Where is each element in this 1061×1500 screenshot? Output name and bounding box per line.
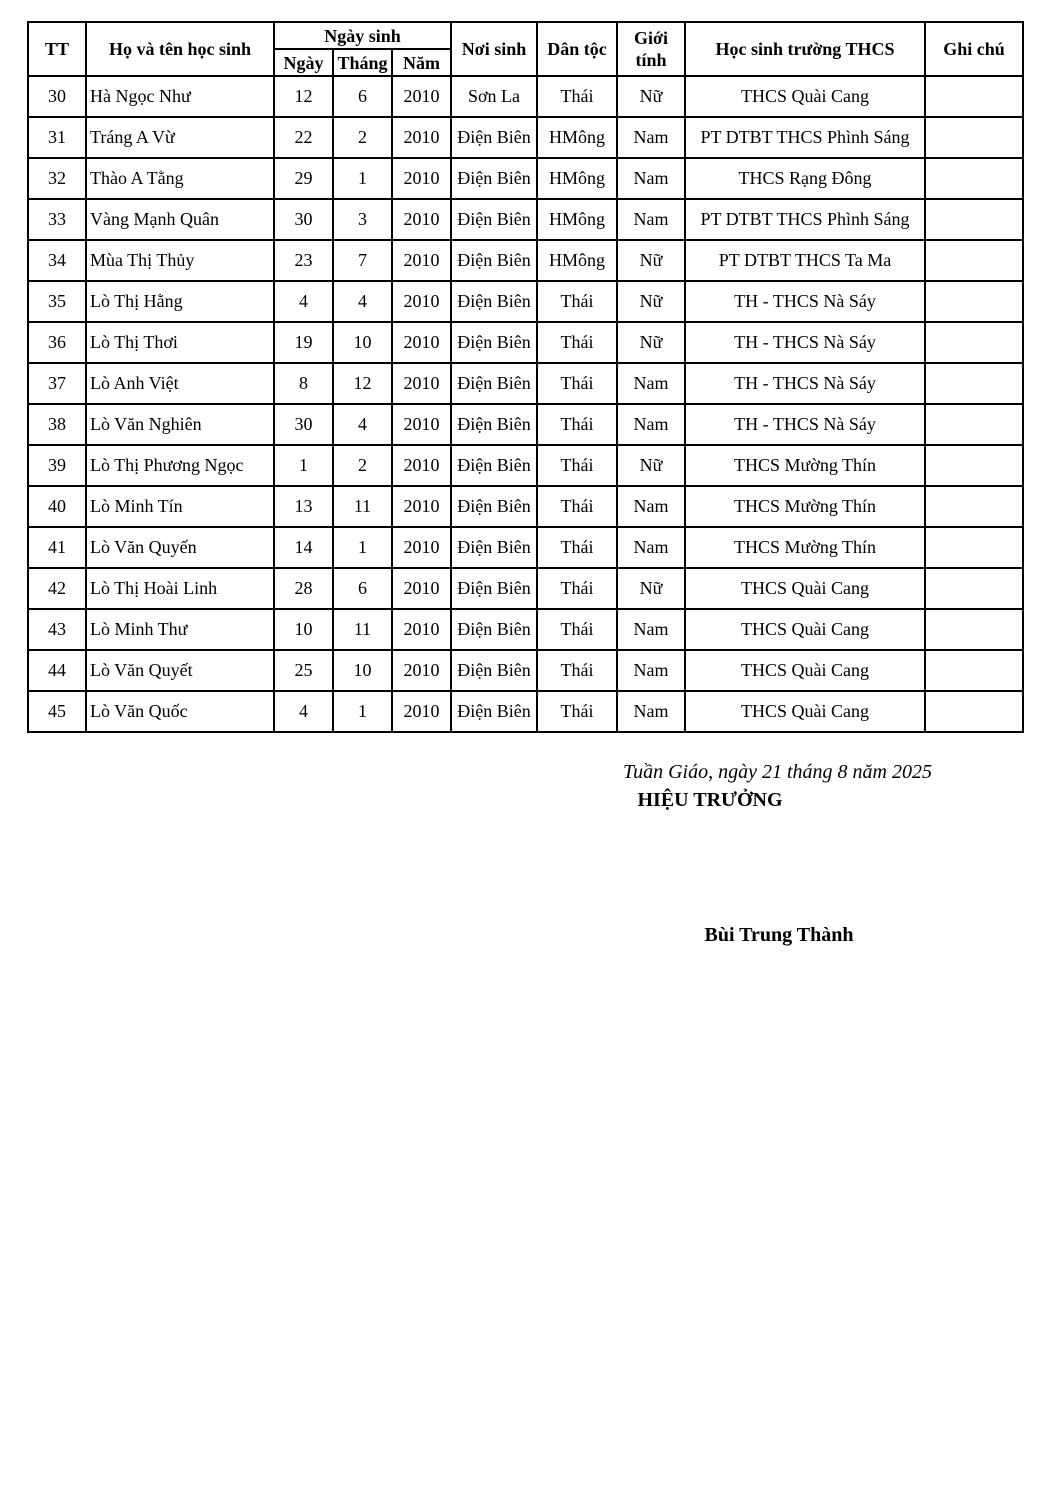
cell-month: 1: [333, 158, 392, 199]
cell-year: 2010: [392, 691, 451, 732]
cell-school: TH - THCS Nà Sáy: [685, 404, 925, 445]
cell-note: [925, 281, 1023, 322]
cell-note: [925, 404, 1023, 445]
table-row: [28, 117, 1023, 158]
cell-school: THCS Mường Thín: [685, 486, 925, 527]
cell-year: 2010: [392, 199, 451, 240]
cell-school: THCS Mường Thín: [685, 527, 925, 568]
cell-name: Lò Văn Quyết: [86, 650, 274, 691]
cell-month: 1: [333, 691, 392, 732]
cell-birthplace: Điện Biên: [451, 199, 537, 240]
cell-ethnicity: Thái: [537, 568, 617, 609]
cell-year: 2010: [392, 486, 451, 527]
cell-day: 30: [274, 199, 333, 240]
table-row: [28, 609, 1023, 650]
cell-name: Hà Ngọc Như: [86, 76, 274, 117]
cell-birthplace: Sơn La: [451, 76, 537, 117]
cell-birthplace: Điện Biên: [451, 404, 537, 445]
cell-note: [925, 322, 1023, 363]
cell-day: 23: [274, 240, 333, 281]
cell-birthplace: Điện Biên: [451, 117, 537, 158]
cell-school: THCS Quài Cang: [685, 691, 925, 732]
cell-year: 2010: [392, 568, 451, 609]
cell-name: Lò Minh Tín: [86, 486, 274, 527]
cell-year: 2010: [392, 240, 451, 281]
header-dob: Ngày sinh: [274, 22, 451, 49]
cell-birthplace: Điện Biên: [451, 445, 537, 486]
cell-gender: Nữ: [617, 281, 685, 322]
cell-month: 2: [333, 117, 392, 158]
cell-day: 22: [274, 117, 333, 158]
cell-gender: Nam: [617, 650, 685, 691]
cell-tt: 43: [28, 609, 86, 650]
cell-gender: Nam: [617, 199, 685, 240]
cell-school: TH - THCS Nà Sáy: [685, 322, 925, 363]
cell-note: [925, 650, 1023, 691]
cell-school: THCS Rạng Đông: [685, 158, 925, 199]
cell-month: 6: [333, 568, 392, 609]
cell-tt: 45: [28, 691, 86, 732]
cell-gender: Nữ: [617, 568, 685, 609]
cell-day: 8: [274, 363, 333, 404]
table-row: [28, 691, 1023, 732]
cell-gender: Nữ: [617, 76, 685, 117]
cell-name: Lò Văn Nghiên: [86, 404, 274, 445]
cell-year: 2010: [392, 609, 451, 650]
cell-school: TH - THCS Nà Sáy: [685, 281, 925, 322]
signer-title: HIỆU TRƯỞNG: [637, 789, 783, 811]
cell-year: 2010: [392, 527, 451, 568]
cell-birthplace: Điện Biên: [451, 281, 537, 322]
header-year: Năm: [392, 49, 451, 76]
cell-gender: Nam: [617, 486, 685, 527]
cell-tt: 40: [28, 486, 86, 527]
cell-day: 29: [274, 158, 333, 199]
cell-note: [925, 568, 1023, 609]
cell-note: [925, 486, 1023, 527]
cell-tt: 42: [28, 568, 86, 609]
cell-school: THCS Mường Thín: [685, 445, 925, 486]
cell-note: [925, 76, 1023, 117]
cell-year: 2010: [392, 650, 451, 691]
cell-birthplace: Điện Biên: [451, 322, 537, 363]
cell-ethnicity: HMông: [537, 117, 617, 158]
cell-name: Lò Thị Hằng: [86, 281, 274, 322]
cell-ethnicity: HMông: [537, 240, 617, 281]
cell-month: 3: [333, 199, 392, 240]
cell-note: [925, 527, 1023, 568]
cell-birthplace: Điện Biên: [451, 650, 537, 691]
cell-gender: Nữ: [617, 240, 685, 281]
cell-year: 2010: [392, 158, 451, 199]
table-row: [28, 76, 1023, 117]
cell-tt: 33: [28, 199, 86, 240]
cell-note: [925, 158, 1023, 199]
header-birthplace: Nơi sinh: [451, 22, 537, 76]
cell-note: [925, 445, 1023, 486]
cell-birthplace: Điện Biên: [451, 609, 537, 650]
cell-year: 2010: [392, 322, 451, 363]
cell-day: 4: [274, 281, 333, 322]
cell-ethnicity: HMông: [537, 158, 617, 199]
cell-note: [925, 363, 1023, 404]
cell-month: 4: [333, 404, 392, 445]
cell-school: PT DTBT THCS Phình Sáng: [685, 117, 925, 158]
cell-gender: Nam: [617, 363, 685, 404]
cell-ethnicity: Thái: [537, 76, 617, 117]
cell-tt: 39: [28, 445, 86, 486]
cell-ethnicity: Thái: [537, 281, 617, 322]
cell-birthplace: Điện Biên: [451, 158, 537, 199]
cell-name: Mùa Thị Thủy: [86, 240, 274, 281]
cell-birthplace: Điện Biên: [451, 527, 537, 568]
cell-note: [925, 609, 1023, 650]
cell-gender: Nam: [617, 117, 685, 158]
table-row: [28, 568, 1023, 609]
cell-ethnicity: HMông: [537, 199, 617, 240]
cell-gender: Nam: [617, 158, 685, 199]
cell-school: THCS Quài Cang: [685, 650, 925, 691]
table-row: [28, 650, 1023, 691]
table-row: [28, 486, 1023, 527]
student-roster-table: [27, 21, 1024, 733]
cell-ethnicity: Thái: [537, 609, 617, 650]
cell-gender: Nữ: [617, 322, 685, 363]
cell-day: 19: [274, 322, 333, 363]
cell-birthplace: Điện Biên: [451, 691, 537, 732]
header-month: Tháng: [333, 49, 392, 76]
header-gender: Giới tính: [617, 22, 685, 76]
cell-ethnicity: Thái: [537, 691, 617, 732]
cell-tt: 41: [28, 527, 86, 568]
cell-tt: 37: [28, 363, 86, 404]
table-row: [28, 527, 1023, 568]
table-row: [28, 404, 1023, 445]
table-row: [28, 158, 1023, 199]
cell-school: THCS Quài Cang: [685, 76, 925, 117]
cell-name: Lò Văn Quyến: [86, 527, 274, 568]
header-ethnicity: Dân tộc: [537, 22, 617, 76]
cell-school: THCS Quài Cang: [685, 568, 925, 609]
header-tt: TT: [28, 22, 86, 76]
cell-month: 10: [333, 322, 392, 363]
cell-month: 2: [333, 445, 392, 486]
cell-school: PT DTBT THCS Ta Ma: [685, 240, 925, 281]
cell-tt: 38: [28, 404, 86, 445]
cell-school: THCS Quài Cang: [685, 609, 925, 650]
signer-name: Bùi Trung Thành: [704, 924, 854, 946]
cell-birthplace: Điện Biên: [451, 486, 537, 527]
cell-year: 2010: [392, 404, 451, 445]
cell-gender: Nam: [617, 404, 685, 445]
cell-note: [925, 691, 1023, 732]
cell-day: 10: [274, 609, 333, 650]
cell-tt: 36: [28, 322, 86, 363]
table-body: [28, 76, 1023, 732]
header-school: Học sinh trường THCS: [685, 22, 925, 76]
cell-school: PT DTBT THCS Phình Sáng: [685, 199, 925, 240]
cell-ethnicity: Thái: [537, 363, 617, 404]
cell-gender: Nam: [617, 609, 685, 650]
table-row: [28, 281, 1023, 322]
header-day: Ngày: [274, 49, 333, 76]
cell-ethnicity: Thái: [537, 322, 617, 363]
cell-year: 2010: [392, 281, 451, 322]
cell-month: 4: [333, 281, 392, 322]
cell-year: 2010: [392, 363, 451, 404]
cell-name: Lò Minh Thư: [86, 609, 274, 650]
cell-day: 25: [274, 650, 333, 691]
table-row: [28, 322, 1023, 363]
cell-tt: 32: [28, 158, 86, 199]
cell-month: 1: [333, 527, 392, 568]
cell-name: Lò Thị Thơi: [86, 322, 274, 363]
cell-day: 13: [274, 486, 333, 527]
cell-day: 4: [274, 691, 333, 732]
cell-day: 14: [274, 527, 333, 568]
cell-name: Thào A Tằng: [86, 158, 274, 199]
cell-tt: 44: [28, 650, 86, 691]
cell-note: [925, 240, 1023, 281]
cell-ethnicity: Thái: [537, 486, 617, 527]
cell-ethnicity: Thái: [537, 404, 617, 445]
cell-day: 12: [274, 76, 333, 117]
header-name: Họ và tên học sinh: [86, 22, 274, 76]
table-row: [28, 199, 1023, 240]
cell-ethnicity: Thái: [537, 650, 617, 691]
cell-gender: Nam: [617, 527, 685, 568]
table-row: [28, 445, 1023, 486]
cell-year: 2010: [392, 76, 451, 117]
cell-name: Tráng A Vừ: [86, 117, 274, 158]
cell-birthplace: Điện Biên: [451, 568, 537, 609]
cell-ethnicity: Thái: [537, 445, 617, 486]
cell-gender: Nữ: [617, 445, 685, 486]
cell-day: 1: [274, 445, 333, 486]
place-date: Tuần Giáo, ngày 21 tháng 8 năm 2025: [623, 761, 932, 783]
cell-tt: 34: [28, 240, 86, 281]
table-row: [28, 363, 1023, 404]
cell-name: Lò Văn Quốc: [86, 691, 274, 732]
cell-day: 28: [274, 568, 333, 609]
cell-year: 2010: [392, 445, 451, 486]
cell-ethnicity: Thái: [537, 527, 617, 568]
cell-month: 10: [333, 650, 392, 691]
cell-note: [925, 117, 1023, 158]
cell-year: 2010: [392, 117, 451, 158]
header-note: Ghi chú: [925, 22, 1023, 76]
cell-tt: 31: [28, 117, 86, 158]
cell-name: Lò Thị Hoài Linh: [86, 568, 274, 609]
cell-name: Lò Anh Việt: [86, 363, 274, 404]
cell-month: 11: [333, 486, 392, 527]
table-row: [28, 240, 1023, 281]
cell-month: 7: [333, 240, 392, 281]
cell-birthplace: Điện Biên: [451, 363, 537, 404]
cell-gender: Nam: [617, 691, 685, 732]
cell-name: Vàng Mạnh Quân: [86, 199, 274, 240]
cell-month: 11: [333, 609, 392, 650]
cell-birthplace: Điện Biên: [451, 240, 537, 281]
cell-name: Lò Thị Phương Ngọc: [86, 445, 274, 486]
cell-day: 30: [274, 404, 333, 445]
table-header-row: [28, 22, 1023, 49]
cell-note: [925, 199, 1023, 240]
cell-tt: 30: [28, 76, 86, 117]
cell-month: 6: [333, 76, 392, 117]
cell-school: TH - THCS Nà Sáy: [685, 363, 925, 404]
cell-tt: 35: [28, 281, 86, 322]
cell-month: 12: [333, 363, 392, 404]
